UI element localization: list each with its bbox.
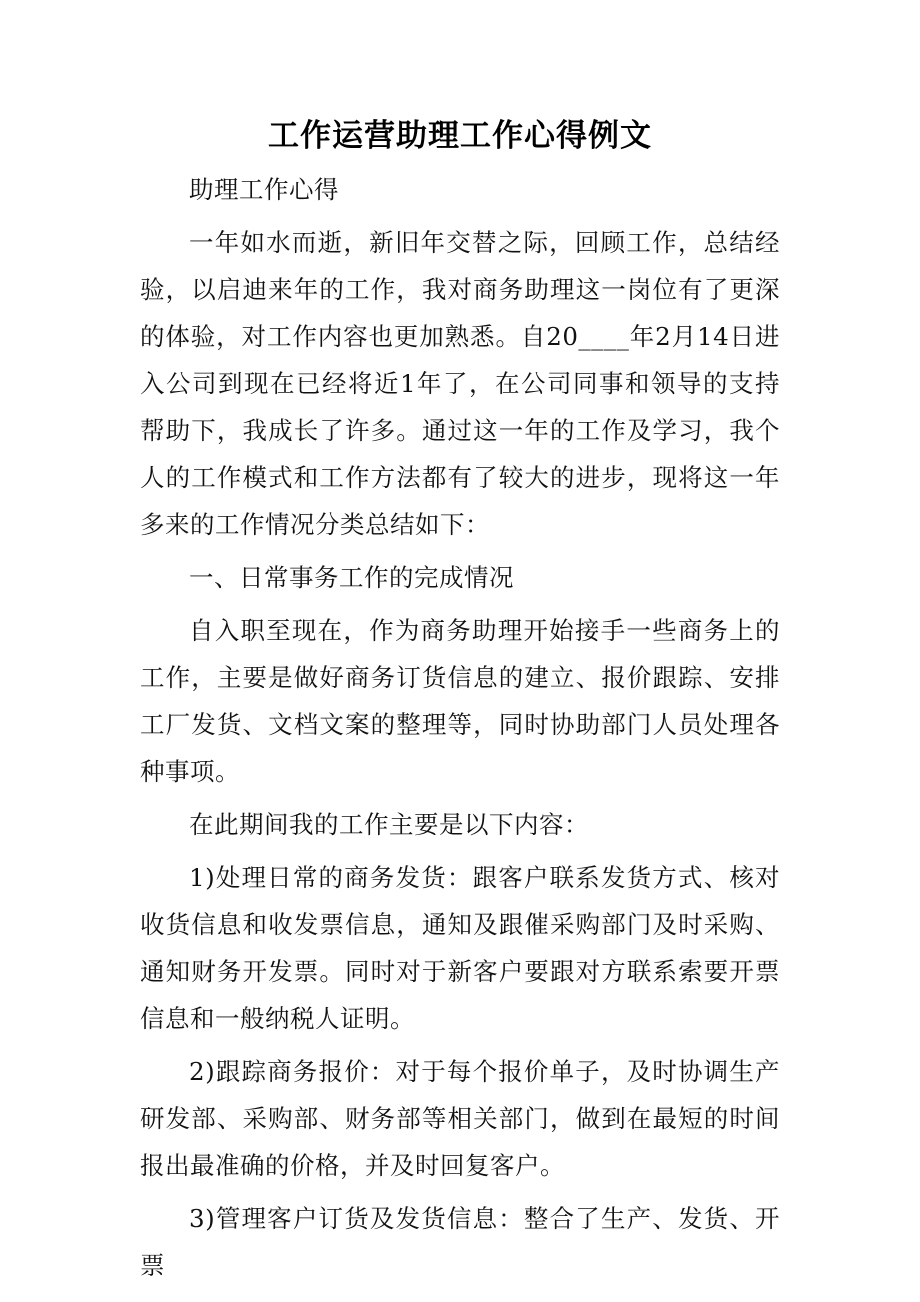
- section-heading-1: 一、日常事务工作的完成情况: [189, 563, 514, 592]
- paragraph-subtitle: 助理工作心得: [189, 175, 339, 204]
- list-item-1: 1)处理日常的商务发货：跟客户联系发货方式、核对收货信息和收发票信息，通知及跟催采购部门及时采购、通知财务开发票。同时对于新客户要跟对方联系索要开票信息和一般纳税人证明。: [140, 863, 780, 1033]
- list-item-3: 3)管理客户订货及发货信息：整合了生产、发货、开票: [140, 1204, 780, 1280]
- paragraph-intro: 一年如水而逝，新旧年交替之际，回顾工作，总结经验，以启迪来年的工作，我对商务助理这一岗位有了更深的体验，对工作内容也更加熟悉。自20____年2月14日进入公司到现在已经将近1年了，在公司同事和领导的支持帮助下，我成长了许多。通过这一年的工作及学习，我个人的工作模式和工作方法都有了较大的进步，现将这一年多来的工作情况分类总结如下：: [140, 228, 780, 539]
- paragraph-duties: 自入职至现在，作为商务助理开始接手一些商务上的工作，主要是做好商务订货信息的建立、报价跟踪、安排工厂发货、文档文案的整理等，同时协助部门人员处理各种事项。: [140, 616, 780, 786]
- list-item-2: 2)跟踪商务报价：对于每个报价单子，及时协调生产研发部、采购部、财务部等相关部门，做到在最短的时间报出最准确的价格，并及时回复客户。: [140, 1057, 780, 1180]
- document-body: [140, 166, 780, 1289]
- document-title: 工作运营助理工作心得例文: [268, 118, 652, 154]
- paragraph-list-intro: 在此期间我的工作主要是以下内容：: [189, 810, 589, 839]
